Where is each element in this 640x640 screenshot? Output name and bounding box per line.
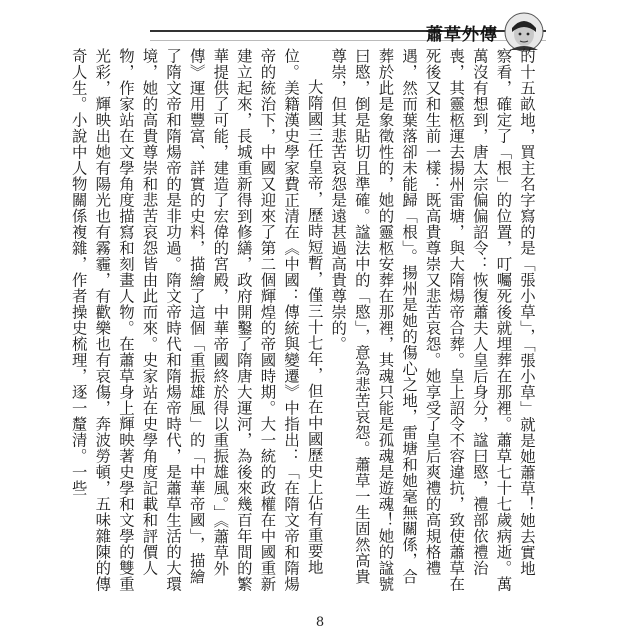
portrait-icon: [504, 12, 544, 52]
running-header: [426, 12, 544, 52]
page-number: 8: [315, 615, 325, 630]
running-header-title: 蕭草外傳: [426, 24, 498, 45]
paragraph-1: 的十五畝地，買主名字寫的是「張小草」，「張小草」就是她蕭草！她去實地察看，確定了「根」的位置，叮囑死後就埋葬在那裡。蕭草七十七歲病逝。萬萬沒有想到，唐太宗偏偏詔令：恢復蕭夫人皇后身分，諡曰愍，禮部依禮治喪，其靈柩運去揚州雷塘，與大隋煬帝合葬。皇上詔令不容違抗，致使蕭草在死後又和生前一樣：既高貴尊崇又悲苦哀怨。她享受了皇后爽禮的高規格禮遇，然而葉落卻未能歸「根」。揚州是她的傷心之地，雷塘和她毫無關係，合葬於此是象徵性的，她的靈柩安葬在那裡，其魂只能是孤魂是遊魂！她的諡號曰愍，倒是貼切且準確。諡法中的「愍」，意為悲苦哀怨。蕭草一生固然高貴尊崇，但其悲苦哀怨是遠甚過高貴尊崇的。: [329, 48, 536, 592]
paragraph-2: 大隋國三任皇帝，歷時短暫，僅三十七年，但在中國歷史上佔有重要地位。美籍漢史學家費正清在《中國：傳統與變遷》中指出：「在隋文帝和隋煬帝的統治下，中國又迎來了第二個輝煌的帝國時期。大一統的政權在中國重新建立起來，長城重新得到修繕，政府開鑿了隋唐大運河，為後來幾百年間的繁華提供了可能，建造了宏偉的宮殿，中華帝國終於得以重振雄風。」《蕭草外傳》運用豐富、詳實的史料，描繪了這個「重振雄風」的「中華帝國」，描繪了隋文帝和隋煬帝的是非功過。隋文帝時代和隋煬帝時代，是蕭草生活的大環境，她的高貴尊崇和悲苦哀怨皆由此而來。史家站在史學角度記載和評價人物，作家站在文學角度描寫和刻畫人物。在蕭草身上輝映著史學和文學的雙重光彩，輝映出她有陽光也有霧霾，有歡樂也有哀傷，奔波勞頓，五味雜陳的傳奇人生。小說中人物關係複雜，作者操史梳理，逐一釐清。一些: [69, 48, 324, 592]
vertical-text-body: [66, 48, 538, 592]
